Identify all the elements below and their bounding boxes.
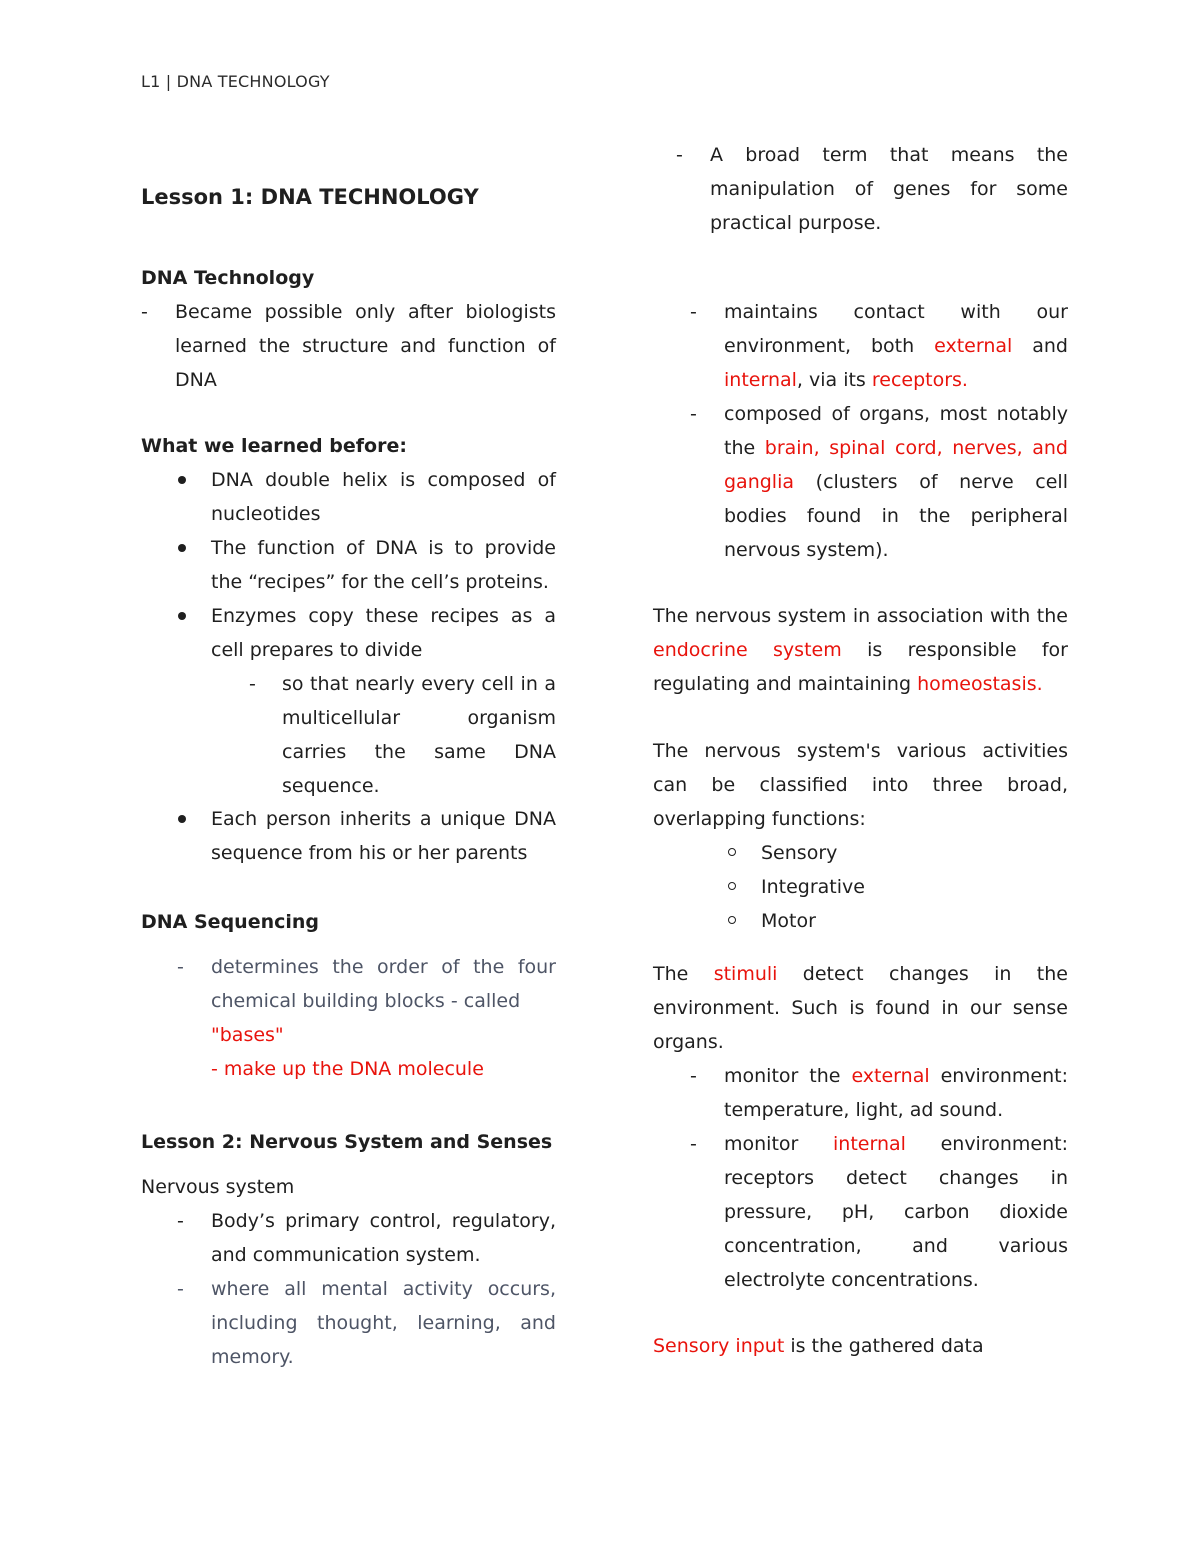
broad-term-text: A broad term that means the manipulation of genes for some practical purpose. [710, 144, 1068, 234]
bullet-icon [178, 544, 186, 552]
make-up-text: - make up the DNA molecule [211, 1058, 484, 1080]
text-run: The nervous system in association with the [653, 605, 1068, 627]
bullet-icon [178, 815, 186, 823]
red-term: external [934, 335, 1013, 357]
circle-bullet-icon [728, 916, 736, 924]
function-text: Integrative [761, 876, 865, 898]
dash-marker: - [177, 956, 184, 978]
bullet-icon [178, 476, 186, 484]
lesson1-title: Lesson 1: DNA TECHNOLOGY [141, 185, 479, 209]
monitor-external-text [724, 1059, 1068, 1127]
bases-text: "bases" [211, 1024, 284, 1046]
list-item [211, 599, 556, 667]
lesson2-title: Lesson 2: Nervous System and Senses [141, 1131, 553, 1153]
list-item [690, 397, 1068, 567]
list-item [690, 1127, 1068, 1297]
list-item [211, 802, 556, 870]
list-item [761, 904, 1061, 938]
text-run: detect changes in the environment. Such is found in our sense organs. [653, 963, 1068, 1053]
list-item [249, 667, 556, 803]
text-run: is the gathered data [784, 1335, 984, 1357]
list-item [141, 295, 556, 397]
text-run: , via its [796, 369, 872, 391]
list-item [177, 950, 556, 1086]
composed-text [724, 397, 1068, 567]
red-term: endocrine system [653, 639, 842, 661]
list-item [690, 295, 1068, 397]
bullet-text: DNA double helix is composed of nucleotides [211, 469, 556, 525]
bullet-icon [178, 612, 186, 620]
maintains-text [724, 295, 1068, 397]
red-term: receptors. [871, 369, 968, 391]
text-run: (clusters of nerve cell bodies found in the peripheral nervous system). [724, 471, 1068, 561]
dash-marker: - [177, 1278, 184, 1300]
list-item [676, 138, 1068, 240]
red-term: stimuli [713, 963, 778, 985]
dna-sequencing-heading: DNA Sequencing [141, 911, 320, 933]
sensory-input-paragraph [653, 1329, 1068, 1363]
red-term: internal [724, 369, 797, 391]
learned-before-heading: What we learned before: [141, 435, 407, 457]
text-run: environment: receptors detect changes in pressure, pH, carbon dioxide concentration, and various electrolyte concentrations. [724, 1133, 1068, 1291]
list-item [177, 1272, 556, 1374]
bullet-text: Enzymes copy these recipes as a cell prepares to divide [211, 605, 556, 661]
list-item [690, 1059, 1068, 1127]
dash-marker: - [690, 1065, 697, 1087]
stimuli-paragraph [653, 957, 1068, 1059]
list-item [177, 1204, 556, 1272]
endocrine-paragraph [653, 599, 1068, 701]
dash-marker: - [177, 1210, 184, 1232]
text-run: and [1012, 335, 1068, 357]
red-term: internal [833, 1133, 906, 1155]
monitor-internal-text [724, 1127, 1068, 1297]
list-item [761, 836, 1061, 870]
circle-bullet-icon [728, 848, 736, 856]
circle-bullet-icon [728, 882, 736, 890]
bullet-text: Each person inherits a unique DNA sequence from his or her parents [211, 808, 556, 864]
red-term: homeostasis. [917, 673, 1043, 695]
nervous-system-dash-text: where all mental activity occurs, including thought, learning, and memory. [211, 1278, 556, 1368]
text-run: maintains contact with our environment, both [724, 301, 1068, 357]
list-item [211, 531, 556, 599]
dna-technology-heading: DNA Technology [141, 267, 315, 289]
nervous-system-heading: Nervous system [141, 1176, 295, 1198]
page-header: L1 | DNA TECHNOLOGY [141, 72, 330, 91]
function-text: Motor [761, 910, 816, 932]
dash-marker: - [690, 301, 697, 323]
list-item [761, 870, 1061, 904]
dash-marker: - [690, 1133, 697, 1155]
sequencing-text: determines the order of the four chemical building blocks - called [211, 956, 556, 1012]
dash-marker: - [690, 403, 697, 425]
bullet-text: The function of DNA is to provide the “recipes” for the cell’s proteins. [211, 537, 556, 593]
red-term: brain, spinal cord, nerves, and ganglia [724, 437, 1068, 493]
list-item [211, 463, 556, 531]
text-run: is responsible for regulating and maintaining [653, 639, 1068, 695]
dna-tech-dash-text: Became possible only after biologists learned the structure and function of DNA [175, 301, 556, 391]
text-run: The [653, 963, 714, 985]
dash-marker: - [249, 673, 256, 695]
dash-marker: - [141, 301, 148, 323]
function-text: Sensory [761, 842, 838, 864]
sub-dash-text: so that nearly every cell in a multicellular organism carries the same DNA sequence. [282, 673, 556, 797]
text-run: composed of organs, most notably the [724, 403, 1068, 459]
nervous-system-dash-text: Body’s primary control, regulatory, and communication system. [211, 1210, 556, 1266]
text-run: monitor the [724, 1065, 852, 1087]
text-run: monitor [724, 1133, 834, 1155]
text-run: environment: temperature, light, ad sound. [724, 1065, 1068, 1121]
activities-paragraph: The nervous system's various activities can be classified into three broad, overlapping functions: [653, 740, 1068, 830]
red-term: external [851, 1065, 930, 1087]
red-term: Sensory input [653, 1335, 785, 1357]
dash-marker: - [676, 144, 683, 166]
